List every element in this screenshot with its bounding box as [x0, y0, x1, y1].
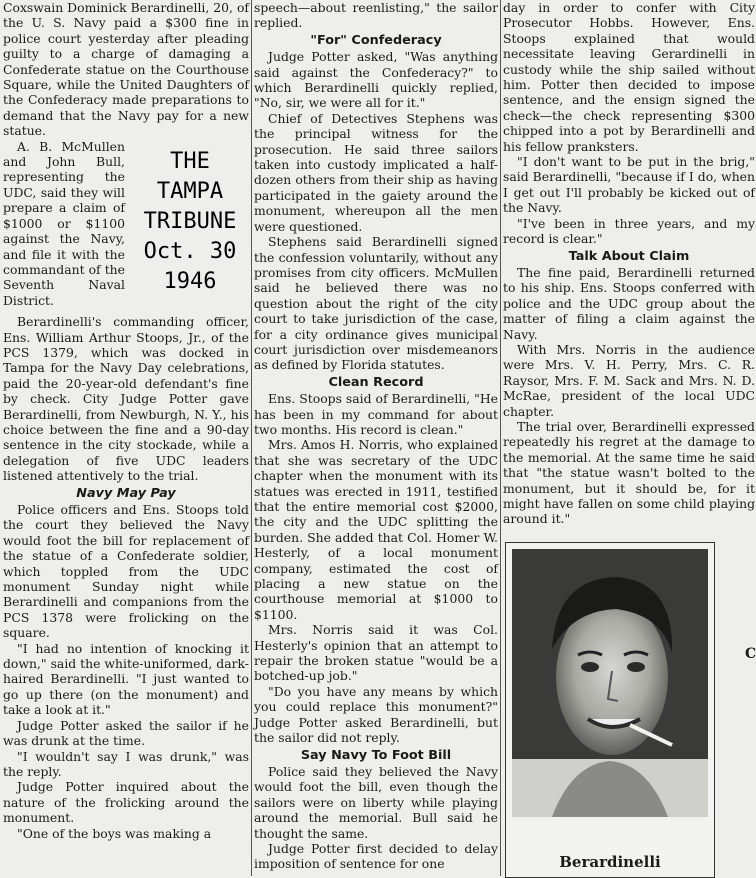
subhead: Talk About Claim	[568, 248, 690, 264]
subhead: "For" Confederacy	[310, 32, 442, 48]
paragraph: Berardinelli's commanding officer, Ens. William Arthur Stoops, Jr., of the PCS 1379, which was docked in Tampa for the Navy Day celebrations, paid the 20-year-old defendant's fine by check. City Judge Potter gave Berardinelli, from Newburgh, N. Y., his choice between the fine and a 90-day sentence in the city stockade, while a delegation of five UDC leaders listened attentively to the trial.	[3, 314, 249, 484]
paragraph: A. B. McMullen and John Bull, representing the UDC, said they will prepare a claim of $1000 or $1100 against the Navy, and file it with the commandant of the Seventh Naval District.	[3, 138, 125, 308]
article-column-1	[3, 0, 249, 876]
paragraph: Police officers and Ens. Stoops told the court they believed the Navy would foot the bill for replacement of the statue of a Confederate soldier, which toppled from the UDC monument Sunday night while Berardinelli and companions from the PCS 1378 were frolicking on the square.	[3, 502, 249, 641]
paragraph: "I've been in three years, and my record is clear."	[503, 215, 755, 247]
paragraph: Mrs. Norris said it was Col. Hesterly's opinion that an attempt to repair the broken statue "would be a botched-up job."	[254, 622, 498, 684]
masthead-year: 1946	[163, 268, 217, 294]
masthead-line: THE	[170, 148, 210, 174]
paragraph: The trial over, Berardinelli expressed repeatedly his regret at the damage to the memorial. At the same time he said that "the statue wasn't bolted to the monument, but it should be, for it might have fallen on some child playing around it."	[503, 418, 755, 527]
column-rule	[251, 0, 252, 876]
paragraph: Ens. Stoops said of Berardinelli, "He has been in my command for about two months. His record is clean."	[254, 391, 498, 437]
masthead-line: TRIBUNE	[143, 208, 237, 234]
paragraph: Judge Potter asked the sailor if he was drunk at the time.	[3, 717, 249, 749]
masthead-overlay	[131, 147, 249, 297]
paragraph: Chief of Detectives Stephens was the principal witness for the prosecution. He said three sailors taken into custody implicated a half-dozen others from their ship as having participated in the gaiety around the monument, whereupon all the men were questioned.	[254, 110, 498, 234]
paragraph: day in order to confer with City Prosecutor Hobbs. However, Ens. Stoops explained that would necessitate leaving Gerardinelli in custody while the ship sailed without him. Potter then decided to impose sentence, and the ensign signed the check—the check representing $300 chipped into a pot by Berardinelli and his fellow pranksters.	[503, 0, 755, 154]
subhead: Say Navy To Foot Bill	[300, 747, 452, 763]
subhead: Clean Record	[328, 374, 424, 390]
cropped-edge-letter: C	[745, 646, 756, 662]
paragraph: "I don't want to be put in the brig," said Berardinelli, "because if I do, when I get out I'll probably be kicked out of the Navy.	[503, 154, 755, 216]
photo-caption: Berardinelli	[559, 853, 661, 871]
paragraph: speech—about reenlisting," the sailor replied.	[254, 0, 498, 31]
masthead-date: Oct. 30	[143, 238, 237, 264]
paragraph: Judge Potter inquired about the nature of the frolicking around the monument.	[3, 779, 249, 826]
portrait-illustration	[512, 549, 708, 817]
subhead: Navy May Pay	[76, 485, 176, 501]
paragraph: "I had no intention of knocking it down," said the white-uniformed, dark-haired Berardinelli. "I just wanted to go up there (on the monument) and take a look at it."	[3, 640, 249, 718]
paragraph: Stephens said Berardinelli signed the confession voluntarily, without any promises from city officers. McMullen said he believed there was no question about the right of the city court to take jurisdiction of the case, for a city ordinance gives municipal court jurisdiction over misdemeanors as defined by Florida statutes.	[254, 234, 498, 373]
article-column-2	[254, 0, 498, 876]
paragraph: Judge Potter asked, "Was anything said against the Confederacy?" to which Berardinelli quickly replied, "No, sir, we were all for it."	[254, 49, 498, 111]
portrait-photo-frame	[505, 542, 715, 878]
portrait-photo	[512, 549, 708, 817]
paragraph: "I wouldn't say I was drunk," was the reply.	[3, 748, 249, 779]
lead-paragraph: Coxswain Dominick Berardinelli, 20, of the U. S. Navy paid a $300 fine in police court yesterday after pleading guilty to a charge of damaging a Confederate statue on the Courthouse Square, while the United Daughters of the Confederacy made preparations to demand that the Navy pay for a new statue.	[3, 0, 249, 139]
paragraph: Police said they believed the Navy would foot the bill, even though the sailors were on liberty while playing around the memorial. Bull said he thought the same.	[254, 763, 498, 841]
paragraph: With Mrs. Norris in the audience were Mrs. V. H. Perry, Mrs. C. R. Raysor, Mrs. F. M. Sack and Mrs. N. D. McRae, president of the local UDC chapter.	[503, 341, 755, 419]
paragraph: The fine paid, Berardinelli returned to his ship. Ens. Stoops conferred with police and the UDC group about the matter of filing a claim against the Navy.	[503, 264, 755, 342]
paragraph: Mrs. Amos H. Norris, who explained that she was secretary of the UDC chapter when the monument with its statues was erected in 1911, testified that the entire memorial cost $2000, the city and the UDC splitting the burden. She added that Col. Homer W. Hesterly, of a local monument company, estimated the cost of placing a new statue on the courthouse memorial at $1000 to $1100.	[254, 437, 498, 622]
paragraph: "Do you have any means by which you could replace this monument?" Judge Potter asked Berardinelli, but the sailor did not reply.	[254, 683, 498, 746]
column-rule	[500, 0, 501, 876]
paragraph: Judge Potter first decided to delay imposition of sentence for one	[254, 840, 498, 872]
masthead-line: TAMPA	[156, 178, 224, 204]
paragraph: "One of the boys was making a	[17, 825, 212, 841]
